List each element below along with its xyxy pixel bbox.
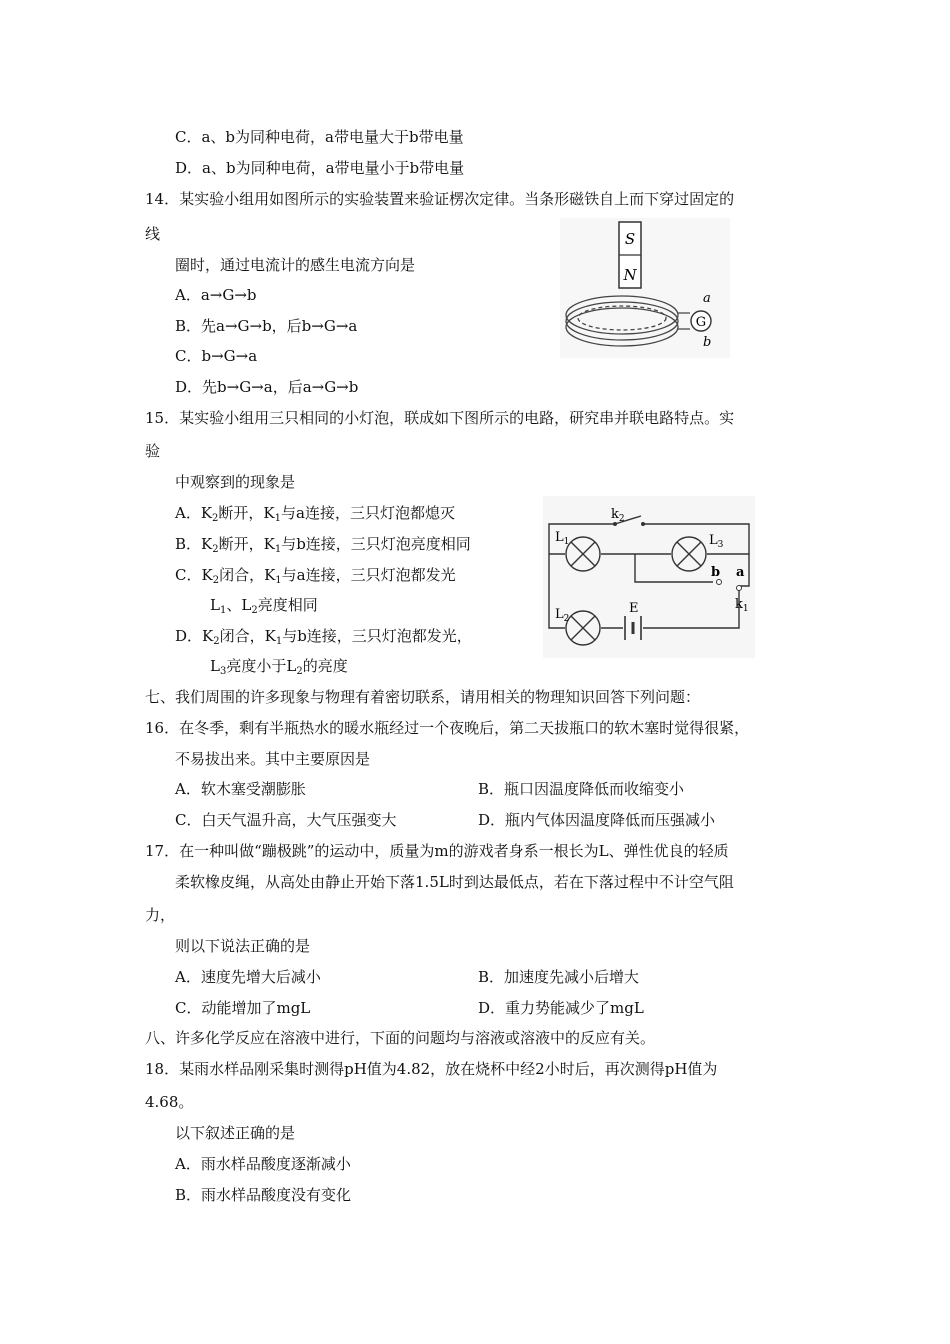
magnet-coil-figure xyxy=(560,218,730,358)
q15-option-a xyxy=(175,503,455,523)
q14-option-b: B．先a→G→b，后b→G→a xyxy=(175,317,358,335)
label-text: k xyxy=(611,507,619,522)
text-part: 的亮度 xyxy=(302,657,348,675)
q16-stem-line2: 不易拔出来。其中主要原因是 xyxy=(175,750,371,768)
text-part: 与b连接，三只灯泡都发光， xyxy=(282,627,472,645)
text-part: L xyxy=(210,596,220,614)
q17-stem-line3: 力， xyxy=(145,906,176,924)
text-part: 、L xyxy=(226,596,252,614)
q13-option-c: C．a、b为同种电荷，a带电量大于b带电量 xyxy=(175,128,464,146)
q15-stem-line3: 中观察到的现象是 xyxy=(175,473,296,491)
text-part: D．K xyxy=(175,627,214,645)
q15-stem-line2: 验 xyxy=(145,442,161,460)
q18-stem-line1: 18．某雨水样品刚采集时测得pH值为4.82，放在烧杯中经2小时后，再次测得pH值为 xyxy=(145,1060,718,1078)
q16-option-c: C．白天气温升高，大气压强变大 xyxy=(175,811,397,829)
q16-option-d: D．瓶内气体因温度降低而压强减小 xyxy=(478,811,716,829)
label-subscript: 1 xyxy=(742,604,749,614)
text-part: 与a连接，三只灯泡都熄灭 xyxy=(281,504,455,522)
subscript: 2 xyxy=(212,513,219,524)
q14-option-d: D．先b→G→a，后a→G→b xyxy=(175,378,359,396)
label-subscript: 2 xyxy=(618,514,625,524)
text-part: 与a连接，三只灯泡都发光 xyxy=(281,566,456,584)
subscript: 1 xyxy=(275,575,282,586)
q16-option-b: B．瓶口因温度降低而收缩变小 xyxy=(478,780,685,798)
q18-option-a: A．雨水样品酸度逐渐减小 xyxy=(175,1155,351,1173)
q17-option-a: A．速度先增大后减小 xyxy=(175,968,321,986)
subscript: 2 xyxy=(296,666,303,677)
subscript: 3 xyxy=(219,666,227,677)
text-part: A．K xyxy=(175,504,213,522)
text-part: C．K xyxy=(175,566,213,584)
q17-option-d: D．重力势能减少了mgL xyxy=(478,999,644,1017)
q14-option-c: C．b→G→a xyxy=(175,347,258,365)
q18-stem-line3: 以下叙述正确的是 xyxy=(175,1124,296,1142)
q16-stem-line1: 16．在冬季，剩有半瓶热水的暖水瓶经过一个夜晚后，第二天拔瓶口的软木塞时觉得很紧， xyxy=(145,719,750,737)
text-part: 亮度相同 xyxy=(257,596,318,614)
subscript: 2 xyxy=(212,544,219,555)
magnet-s-label: S xyxy=(624,230,636,248)
q14-stem-line3: 圈时，通过电流计的感生电流方向是 xyxy=(175,256,416,274)
q14-stem-line2: 线 xyxy=(145,225,161,243)
label-subscript: 1 xyxy=(563,537,570,547)
q17-stem-line2: 柔软橡皮绳，从高处由静止开始下落1.5L时到达最低点，若在下落过程中不计空气阻 xyxy=(175,873,734,891)
text-part: 断开，K xyxy=(218,535,275,553)
q17-stem-line4: 则以下说法正确的是 xyxy=(175,937,311,955)
contact-b-label: b xyxy=(711,565,721,580)
subscript: 1 xyxy=(275,636,283,647)
q16-option-a: A．软木塞受潮膨胀 xyxy=(175,780,306,798)
subscript: 2 xyxy=(212,575,220,586)
text-part: 闭合，K xyxy=(219,566,276,584)
text-part: 与b连接，三只灯泡亮度相同 xyxy=(281,535,471,553)
q17-option-c: C．动能增加了mgL xyxy=(175,999,311,1017)
q15-option-b xyxy=(175,534,471,554)
subscript: 1 xyxy=(274,513,282,524)
label-text: L xyxy=(555,530,564,545)
text-part: L xyxy=(210,657,220,675)
text-part: B．K xyxy=(175,535,213,553)
subscript: 1 xyxy=(274,544,282,555)
q15-option-c-continued xyxy=(210,595,318,615)
coil-a-label: a xyxy=(703,291,711,306)
q14-option-a: A．a→G→b xyxy=(175,286,257,304)
q15-stem-line1: 15．某实验小组用三只相同的小灯泡，联成如下图所示的电路，研究串并联电路特点。实 xyxy=(145,409,735,427)
label-subscript: 3 xyxy=(717,540,724,550)
galvanometer-label: G xyxy=(695,315,707,330)
label-subscript: 2 xyxy=(563,614,570,624)
text-part: 闭合，K xyxy=(219,627,276,645)
text-part: 亮度小于L xyxy=(226,657,297,675)
magnet-n-label: N xyxy=(623,266,637,284)
contact-a-label: a xyxy=(736,565,745,580)
q15-option-d-continued xyxy=(210,656,348,676)
q15-option-d xyxy=(175,626,472,646)
coil-b-label: b xyxy=(703,335,712,350)
q15-option-c xyxy=(175,565,456,585)
battery-e-label: E xyxy=(629,601,639,616)
label-text: L xyxy=(709,533,718,548)
q13-option-d: D．a、b为同种电荷，a带电量小于b带电量 xyxy=(175,159,465,177)
q18-option-b: B．雨水样品酸度没有变化 xyxy=(175,1186,352,1204)
section-7-heading: 七、我们周围的许多现象与物理有着密切联系，请用相关的物理知识回答下列问题： xyxy=(145,688,701,706)
q17-option-b: B．加速度先减小后增大 xyxy=(478,968,640,986)
subscript: 2 xyxy=(251,605,258,616)
section-8-heading: 八、许多化学反应在溶液中进行，下面的问题均与溶液或溶液中的反应有关。 xyxy=(145,1029,656,1047)
q14-stem-line1: 14．某实验小组用如图所示的实验装置来验证楞次定律。当条形磁铁自上而下穿过固定的 xyxy=(145,190,735,208)
label-text: L xyxy=(555,607,564,622)
q17-stem-line1: 17．在一种叫做“蹦极跳”的运动中，质量为m的游戏者身系一根长为L、弹性优良的轻质 xyxy=(145,842,729,860)
subscript: 2 xyxy=(213,636,220,647)
label-text: k xyxy=(735,597,743,612)
q18-stem-line2: 4.68。 xyxy=(145,1093,194,1111)
circuit-diagram xyxy=(543,496,755,658)
galvanometer xyxy=(691,311,711,331)
bar-magnet xyxy=(619,222,641,288)
subscript: 1 xyxy=(219,605,227,616)
text-part: 断开，K xyxy=(218,504,275,522)
